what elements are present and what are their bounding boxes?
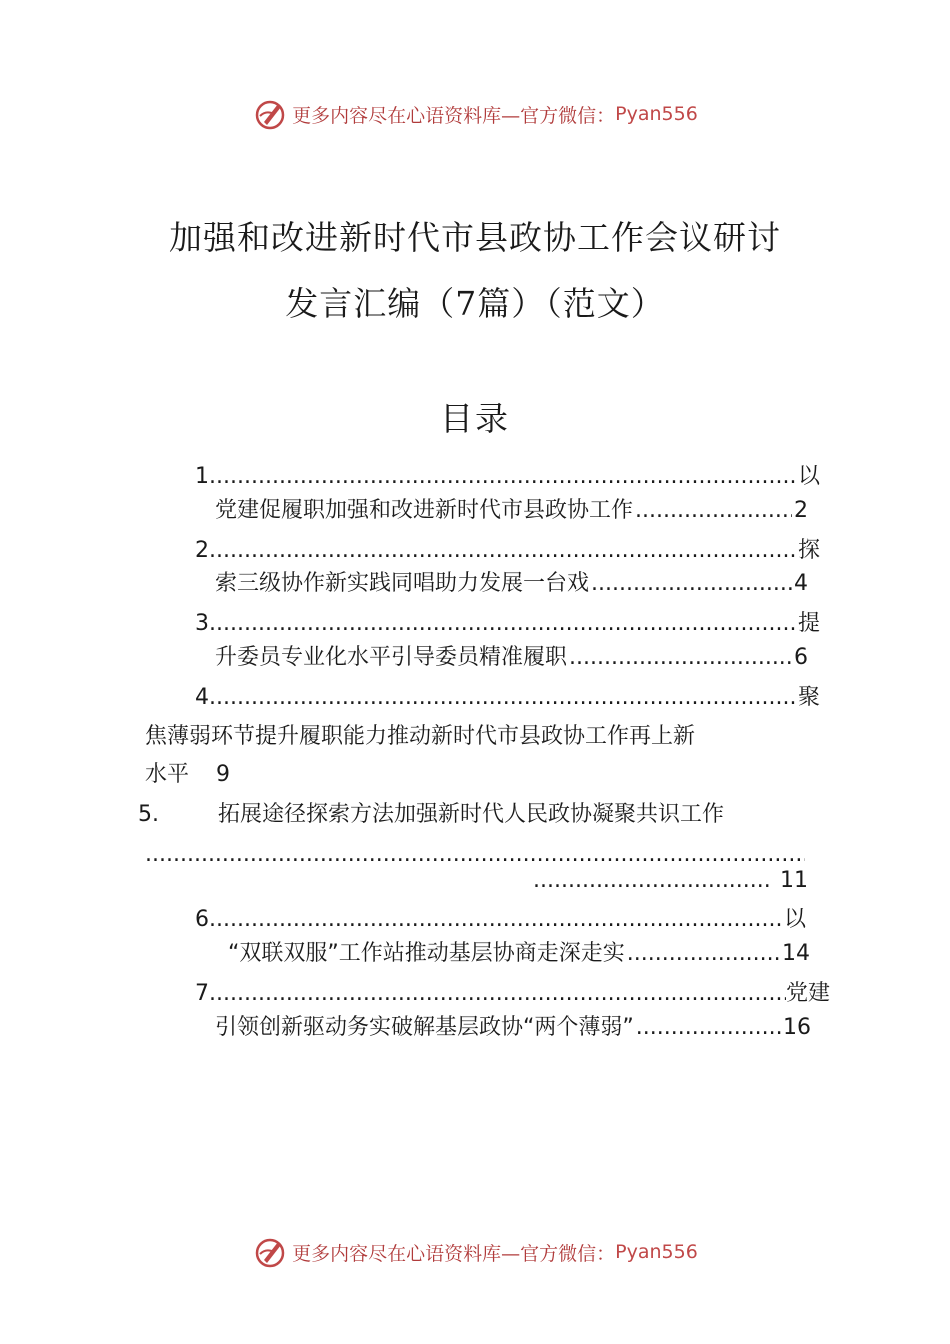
toc-item-tail: 聚 <box>797 685 820 710</box>
toc-leader-dots <box>533 864 770 898</box>
toc-leader-dots <box>216 460 798 494</box>
toc-item-number: 7. <box>195 981 216 1006</box>
toc-leader-dots <box>216 681 798 715</box>
toc-item-4[interactable] <box>195 681 820 715</box>
footer-banner <box>0 1232 950 1272</box>
toc-item-title: 党建促履职加强和改进新时代市县政协工作 <box>215 498 634 523</box>
toc-leader-dots <box>635 494 792 528</box>
toc-item-number: 6. <box>195 907 216 932</box>
toc-item-1[interactable] <box>195 460 820 494</box>
toc-item-title: “双联双服”工作站推动基层协商走深走实 <box>228 941 625 966</box>
toc-leader-dots <box>627 937 780 971</box>
toc-item-title: 焦薄弱环节提升履职能力推动新时代市县政协工作再上新 <box>145 724 696 749</box>
toc-item-6-cont[interactable] <box>228 937 810 971</box>
toc-item-title-end: 水平 <box>145 762 190 787</box>
toc-item-4-cont[interactable] <box>145 720 695 754</box>
toc-item-tail: 以 <box>797 464 820 489</box>
banner-text: 更多内容尽在心语资料库—官方微信： <box>292 104 616 127</box>
toc-item-4-cont-2[interactable] <box>145 758 230 792</box>
toc-item-1-cont[interactable] <box>215 494 808 528</box>
toc-page-number: 6 <box>794 645 808 670</box>
document-title-line-1: 加强和改进新时代市县政协工作会议研讨 <box>169 218 781 257</box>
toc-item-tail: 探 <box>797 538 820 563</box>
toc-item-tail: 党建 <box>785 981 830 1006</box>
toc-item-number: 4. <box>195 685 216 710</box>
toc-leader-dots <box>591 567 792 601</box>
toc-item-2-cont[interactable] <box>215 567 808 601</box>
toc-item-5-page[interactable] <box>533 864 808 898</box>
toc-page-number: 9 <box>216 762 231 787</box>
banner-wechat-id: Pyan556 <box>615 103 698 125</box>
toc-item-number: 1. <box>195 464 216 489</box>
toc-page-number: 16 <box>783 1015 811 1040</box>
toc-item-2[interactable] <box>195 534 820 568</box>
toc-item-number: 2. <box>195 538 216 563</box>
toc-leader-dots <box>216 607 798 641</box>
toc-leader-dots <box>569 641 792 675</box>
header-banner <box>0 94 950 134</box>
toc-item-number: 5. <box>138 802 159 827</box>
toc-page-number: 2 <box>794 498 808 523</box>
toc-leader-dots <box>216 534 798 568</box>
banner-text: 更多内容尽在心语资料库—官方微信： <box>292 1242 616 1265</box>
toc-page-number: 11 <box>780 868 808 893</box>
toc-item-number: 3. <box>195 611 216 636</box>
banner-wechat-id: Pyan556 <box>615 1241 698 1263</box>
toc-page-number: 4 <box>794 571 808 596</box>
toc-item-3-cont[interactable] <box>215 641 808 675</box>
toc-leader-dots <box>636 1011 781 1045</box>
toc-item-3[interactable] <box>195 607 820 641</box>
toc-item-7[interactable] <box>195 977 830 1011</box>
toc-leader-dots <box>216 977 786 1011</box>
toc-item-title: 索三级协作新实践同唱助力发展一台戏 <box>215 571 590 596</box>
toc-item-7-cont[interactable] <box>215 1011 811 1045</box>
toc-item-title: 引领创新驱动务实破解基层政协“两个薄弱” <box>215 1015 634 1040</box>
pen-logo-icon <box>252 96 288 132</box>
toc-item-title: 拓展途径探索方法加强新时代人民政协凝聚共识工作 <box>218 802 725 827</box>
toc-item-5[interactable] <box>138 798 724 832</box>
toc-leader-dots <box>216 903 784 937</box>
toc-item-tail: 以 <box>783 907 806 932</box>
toc-item-title: 升委员专业化水平引导委员精准履职 <box>215 645 568 670</box>
toc-item-6[interactable] <box>195 903 806 937</box>
document-title-line-2: 发言汇编（7篇）（范文） <box>285 284 665 323</box>
toc-item-tail: 提 <box>797 611 820 636</box>
pen-logo-icon <box>252 1234 288 1270</box>
toc-page-number: 14 <box>782 941 810 966</box>
toc-heading: 目录 <box>440 399 510 438</box>
